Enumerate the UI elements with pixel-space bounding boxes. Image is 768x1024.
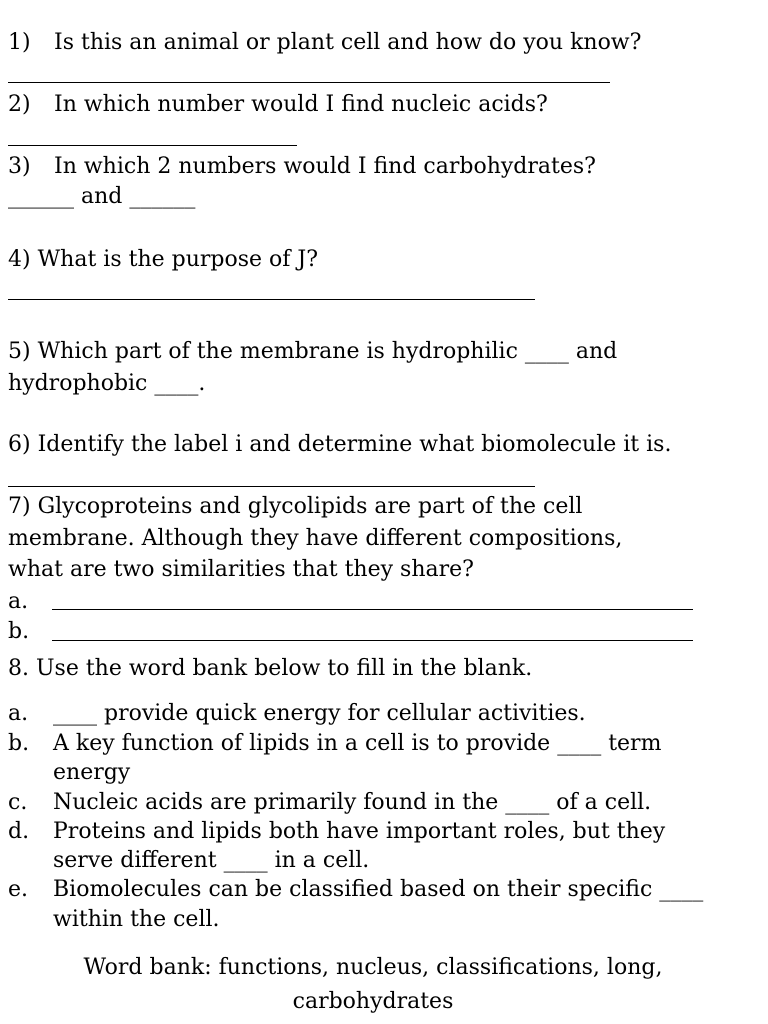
question-2-text: In which number would I find nucleic acids? (54, 92, 548, 117)
question-7-answer-a-line[interactable] (52, 609, 693, 610)
item-text: Nucleic acids are primarily found in the ____ of a cell. (53, 790, 652, 815)
item-letter: d. (8, 819, 30, 844)
question-7-line-1: 7) Glycoproteins and glycolipids are part of the cell (8, 494, 583, 519)
question-1-text: Is this an animal or plant cell and how do you know? (54, 30, 642, 55)
question-7-answer-b-line[interactable] (52, 640, 693, 641)
question-7-line-2: membrane. Although they have different compositions, (8, 526, 623, 551)
question-5-line-2: hydrophobic ____. (8, 371, 206, 396)
question-3-number: 3) (8, 154, 31, 179)
question-8-title: 8. Use the word bank below to fill in the blank. (8, 656, 533, 681)
item-text-continued: energy (53, 760, 131, 785)
question-7-label-a: a. (8, 589, 29, 614)
question-3 (8, 156, 596, 178)
question-1-answer-line[interactable] (8, 82, 610, 83)
word-bank-line-2: carbohydrates (292, 989, 454, 1014)
question-4: 4) What is the purpose of J? (8, 247, 319, 272)
question-7-label-b: b. (8, 619, 30, 644)
question-4-answer-line[interactable] (8, 299, 535, 300)
question-2-number: 2) (8, 92, 31, 117)
item-text-continued: serve different ____ in a cell. (53, 848, 370, 873)
question-2-answer-line[interactable] (8, 145, 297, 146)
item-letter: b. (8, 731, 30, 756)
question-5-line-1: 5) Which part of the membrane is hydrophilic ____ and (8, 339, 618, 364)
item-letter: e. (8, 877, 29, 902)
question-6-answer-line[interactable] (8, 486, 535, 487)
question-1-number: 1) (8, 30, 31, 55)
question-6: 6) Identify the label i and determine what biomolecule it is. (8, 432, 672, 457)
item-text: A key function of lipids in a cell is to provide ____ term (53, 731, 662, 756)
item-text-continued: within the cell. (53, 907, 220, 932)
item-text: Proteins and lipids both have important roles, but they (53, 819, 666, 844)
item-letter: a. (8, 701, 29, 726)
item-text: Biomolecules can be classified based on their specific ____ (53, 877, 704, 902)
question-7-line-3: what are two similarities that they share? (8, 557, 474, 582)
question-3-answer-blanks[interactable]: ______ and ______ (8, 184, 196, 209)
question-3-text: In which 2 numbers would I find carbohydrates? (54, 154, 596, 179)
word-bank-line-1: Word bank: functions, nucleus, classifications, long, (83, 955, 663, 980)
item-letter: c. (8, 790, 28, 815)
item-text: ____ provide quick energy for cellular activities. (53, 701, 586, 726)
question-1 (8, 32, 641, 54)
question-2 (8, 94, 548, 116)
